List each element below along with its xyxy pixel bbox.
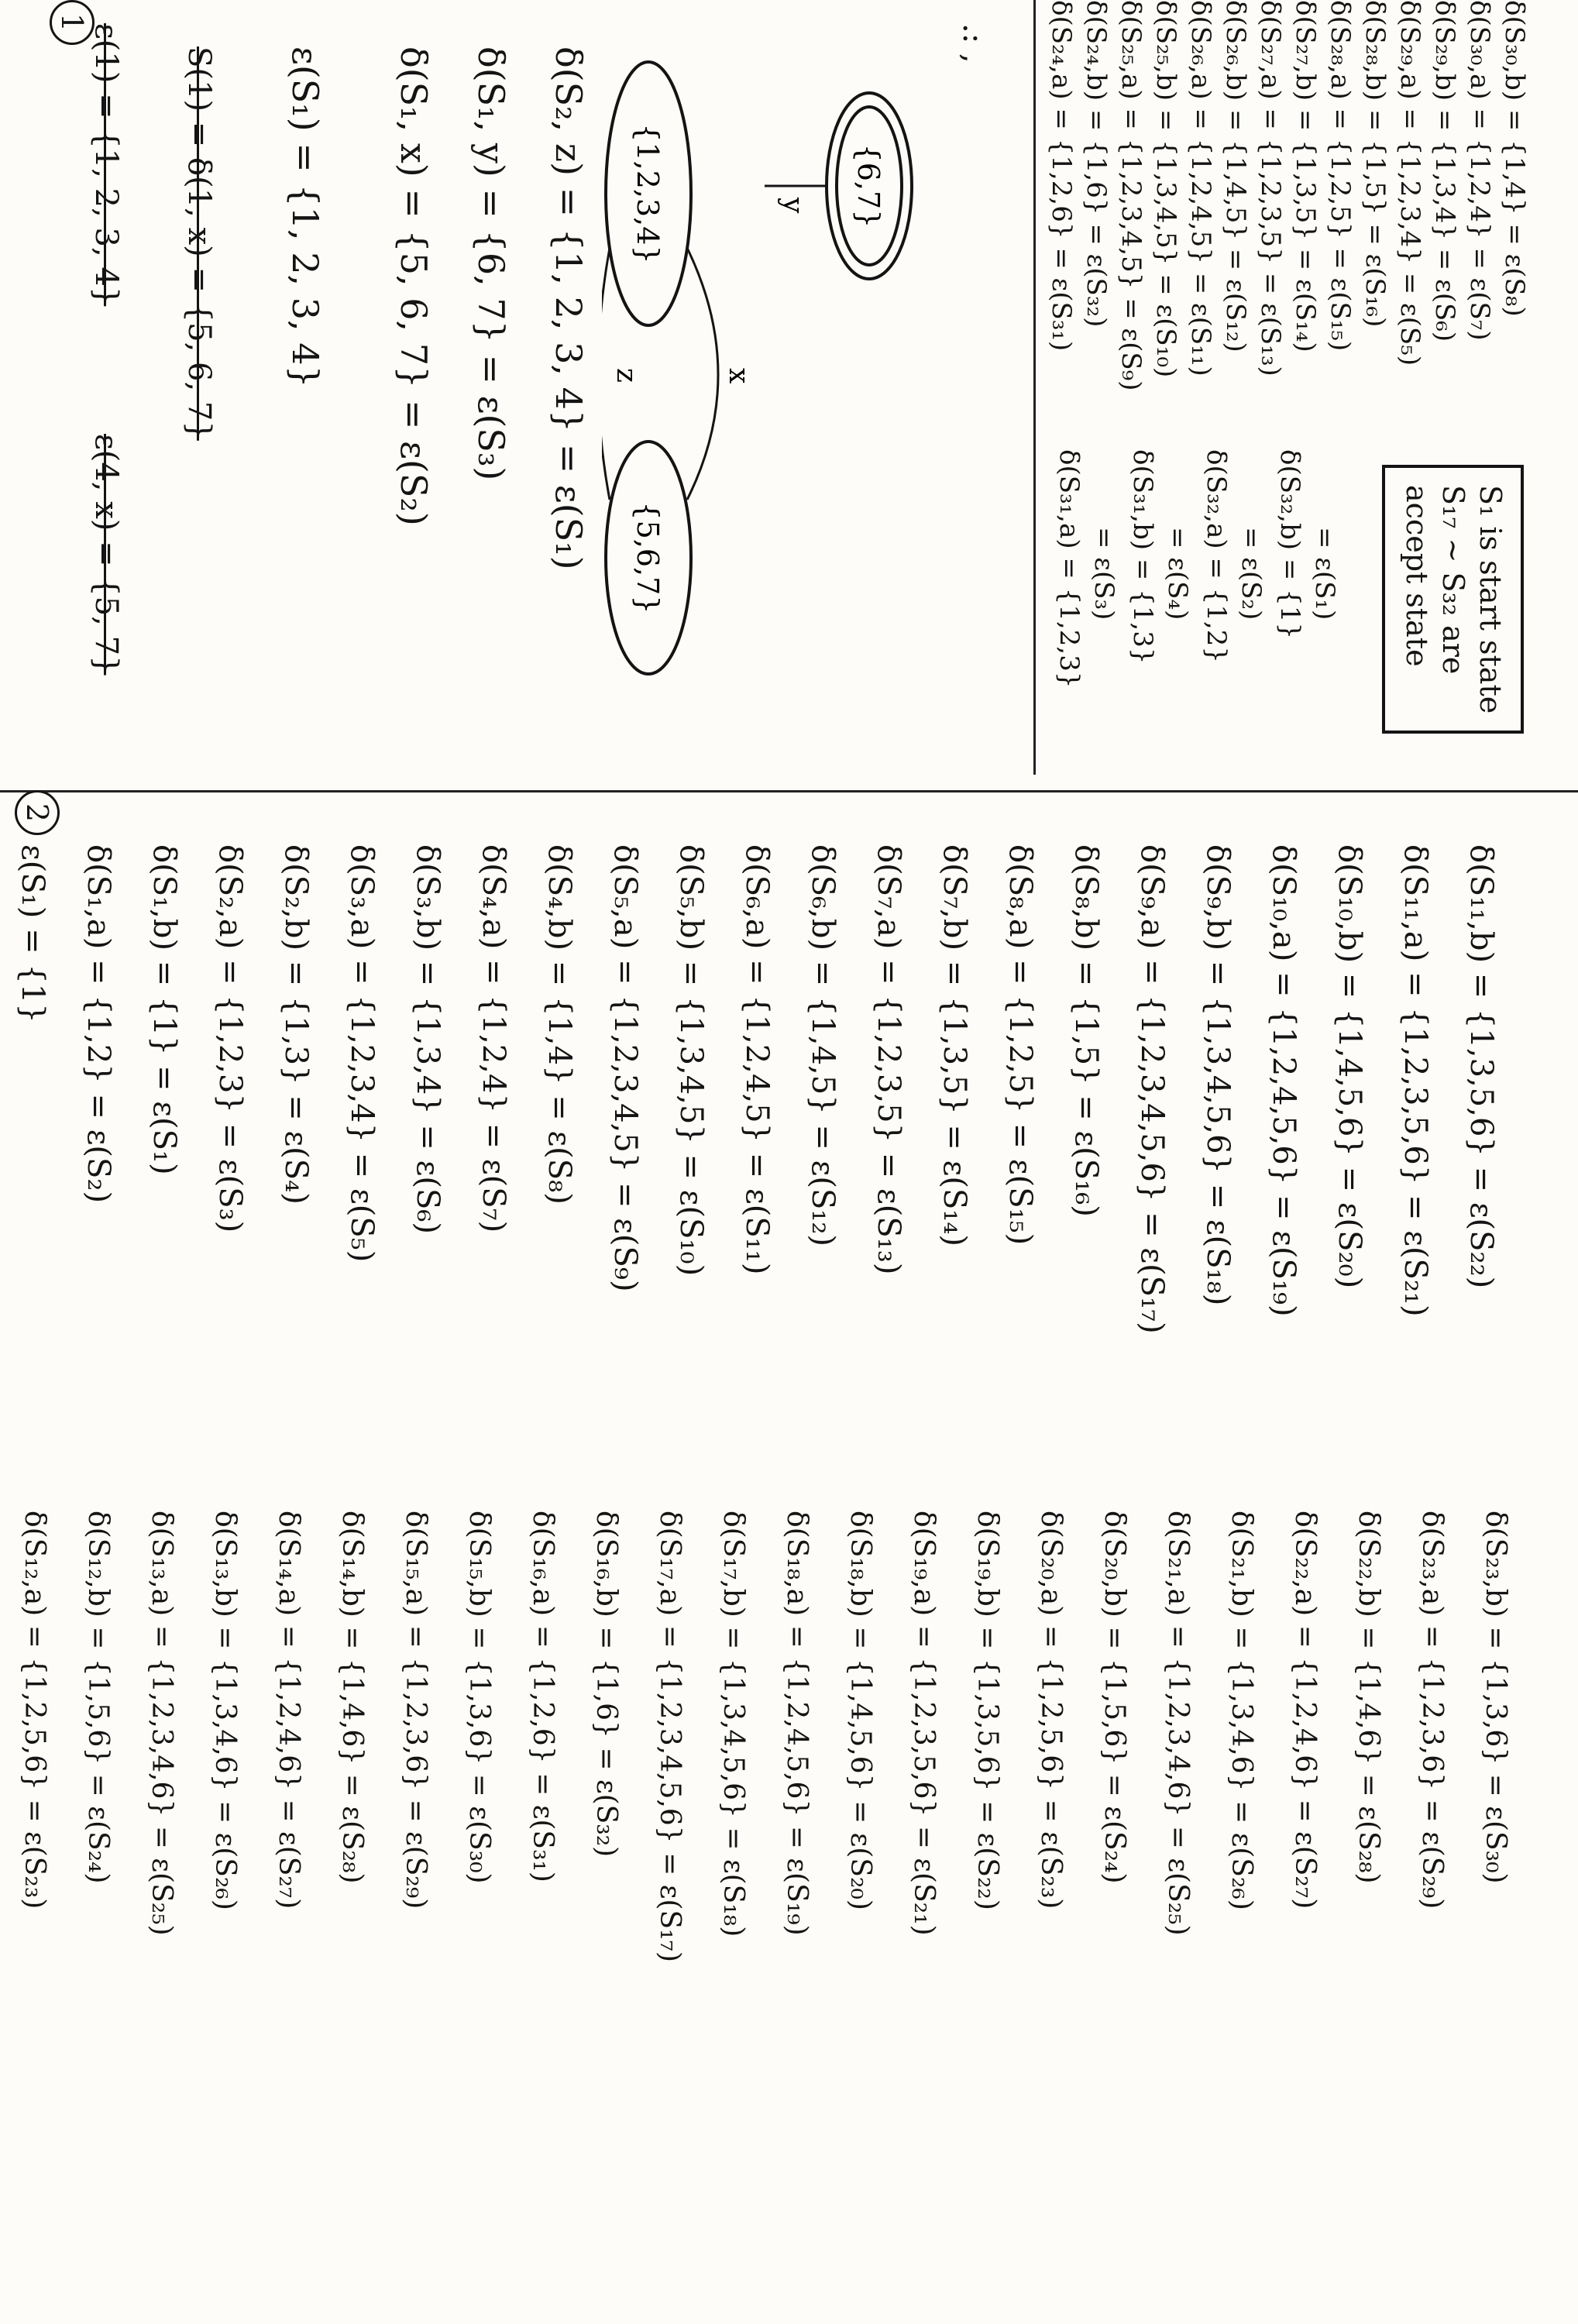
transition-line: δ(S₂₈,a) = {1,2,5} = ε(S₁₅)	[1325, 0, 1356, 352]
transition-line: δ(S₁₅,a) = {1,2,3,6} = ε(S₂₉)	[400, 1511, 431, 1910]
stray-marks: .: ,	[956, 23, 992, 64]
transition-line: δ(S₁₈,a) = {1,2,4,5,6} = ε(S₁₉)	[781, 1511, 813, 1936]
transition-line: δ(S₂₅,b) = {1,3,4,5} = ε(S₁₀)	[1150, 0, 1181, 378]
transition-line: δ(S₂₅,a) = {1,2,3,4,5} = ε(S₉)	[1116, 0, 1147, 391]
state-67	[827, 93, 912, 279]
transition-line: ε(S₁) = {1}	[15, 844, 50, 1023]
transition-line: δ(S₂₉,b) = {1,3,4} = ε(S₆)	[1429, 0, 1460, 342]
section-2-number: 2	[15, 790, 60, 835]
transition-line: δ(S₁₄,b) = {1,4,6} = ε(S₂₈)	[336, 1511, 368, 1884]
transition-line: = ε(S₄)	[1162, 527, 1193, 621]
struck-line-2: ε(4, x) = {5, 7}	[88, 434, 124, 676]
transition-line: δ(S₃₂,b) = {1}	[1274, 449, 1305, 640]
transition-line: δ(S₄,a) = {1,2,4} = ε(S₇)	[476, 844, 511, 1233]
transition-line: δ(S₇,b) = {1,3,5} = ε(S₁₄)	[937, 844, 972, 1247]
note-line: accept state	[1400, 485, 1434, 667]
transition-line: δ(S₉,b) = {1,3,4,5,6} = ε(S₁₈)	[1200, 844, 1236, 1306]
transition-line: δ(S₂₄,a) = {1,2,6} = ε(S₃₁)	[1046, 0, 1077, 352]
transition-line: δ(S₃₁,a) = {1,2,3}	[1054, 449, 1085, 689]
transition-line: δ(S₁₃,a) = {1,2,3,4,6} = ε(S₂₅)	[146, 1511, 177, 1936]
transition-line: δ(S₂₄,b) = {1,6} = ε(S₃₂)	[1081, 0, 1112, 328]
edge-x	[687, 248, 718, 500]
transition-line: δ(S₄,b) = {1,4} = ε(S₈)	[541, 844, 577, 1205]
section-1-number: 1	[50, 0, 95, 45]
transition-line: δ(S₁₄,a) = {1,2,4,6} = ε(S₂₇)	[273, 1511, 304, 1910]
struck-line-1: ε(1) = {1, 2, 3, 4}	[88, 23, 124, 307]
column-divider	[0, 790, 1578, 792]
transition-line: δ(S₂₇,a) = {1,2,3,5} = ε(S₁₃)	[1255, 0, 1286, 376]
transition-line: δ(S₂₆,a) = {1,2,4,5} = ε(S₁₁)	[1185, 0, 1216, 376]
transition-line: δ(S₃₁,b) = {1,3}	[1127, 449, 1158, 665]
transition-line: δ(S₁₃,b) = {1,3,4,6} = ε(S₂₆)	[209, 1511, 241, 1910]
transition-line: δ(S₅,b) = {1,3,4,5} = ε(S₁₀)	[673, 844, 709, 1277]
transition-line: δ(S₃,a) = {1,2,3,4} = ε(S₅)	[344, 844, 380, 1263]
transition-line: δ(S₁₈,b) = {1,4,5,6} = ε(S₂₀)	[844, 1511, 876, 1910]
transition-line: δ(S₁₁,a) = {1,2,3,5,6} = ε(S₂₁)	[1398, 844, 1433, 1317]
eq-delta-s1-y: δ(S₁, y) = {6, 7} = ε(S₃)	[470, 46, 512, 481]
state-567	[606, 442, 691, 674]
note-line: S₁ is start state	[1473, 485, 1508, 714]
transition-line: δ(S₁₅,b) = {1,3,6} = ε(S₃₀)	[463, 1511, 495, 1884]
transition-line: = ε(S₁)	[1309, 527, 1340, 621]
eq-delta-s1-x: δ(S₁, x) = {5, 6, 7} = ε(S₂)	[393, 46, 435, 526]
section-2-column-b	[0, 1511, 1578, 2324]
transition-line: δ(S₃₀,b) = {1,4} = ε(S₈)	[1499, 0, 1530, 317]
transition-line: δ(S₁₂,b) = {1,5,6} = ε(S₂₄)	[82, 1511, 114, 1884]
transition-line: δ(S₁₆,a) = {1,2,6} = ε(S₃₁)	[527, 1511, 559, 1882]
eq-epsilon-s1: ε(S₁) = {1, 2, 3, 4}	[284, 46, 326, 388]
transition-line: δ(S₂₁,a) = {1,2,3,4,6} = ε(S₂₅)	[1162, 1511, 1194, 1936]
transition-line: δ(S₂₃,b) = {1,3,6} = ε(S₃₀)	[1480, 1511, 1511, 1884]
svg-text:{6,7}: {6,7}	[851, 143, 885, 229]
edge-x-label: x	[723, 368, 755, 384]
transition-line: δ(S₃₂,a) = {1,2}	[1201, 449, 1232, 664]
transition-line: δ(S₁₀,a) = {1,2,4,5,6} = ε(S₁₉)	[1266, 844, 1301, 1317]
transition-line: = ε(S₂)	[1236, 527, 1267, 621]
section-2-column-a	[0, 803, 1578, 1495]
note-line: S₁₇ ~ S₃₂ are	[1436, 485, 1471, 675]
section-divider	[1033, 0, 1036, 775]
transition-line: δ(S₂,b) = {1,3} = ε(S₄)	[278, 844, 314, 1205]
transition-line: δ(S₂₀,a) = {1,2,5,6} = ε(S₂₃)	[1035, 1511, 1067, 1910]
transition-line: δ(S₅,a) = {1,2,3,4,5} = ε(S₉)	[607, 844, 643, 1292]
transition-line: δ(S₂₂,b) = {1,4,6} = ε(S₂₈)	[1353, 1511, 1384, 1884]
transition-line: δ(S₈,a) = {1,2,5} = ε(S₁₅)	[1002, 844, 1038, 1246]
transition-line: δ(S₇,a) = {1,2,3,5} = ε(S₁₃)	[871, 844, 906, 1275]
transition-line: δ(S₆,b) = {1,4,5} = ε(S₁₂)	[805, 844, 841, 1247]
edge-y-label: y	[777, 198, 809, 214]
section-1-column	[0, 0, 1578, 775]
transition-line: δ(S₁₂,a) = {1,2,5,6} = ε(S₂₃)	[19, 1511, 50, 1910]
transition-line: δ(S₂₉,a) = {1,2,3,4} = ε(S₅)	[1394, 0, 1425, 366]
state-note-box	[1383, 465, 1525, 734]
svg-text:{5,6,7}: {5,6,7}	[631, 501, 665, 614]
transition-line: δ(S₁₁,b) = {1,3,5,6} = ε(S₂₂)	[1463, 844, 1499, 1289]
transition-line: δ(S₉,a) = {1,2,3,4,5,6} = ε(S₁₇)	[1134, 844, 1170, 1334]
transition-line: δ(S₁,a) = {1,2} = ε(S₂)	[81, 844, 116, 1204]
transition-line: δ(S₂₀,b) = {1,5,6} = ε(S₂₄)	[1098, 1511, 1130, 1884]
accept-state-diagram	[757, 23, 943, 372]
struck-line-3: S(1) = δ(1, x) = {5, 6, 7}	[181, 46, 217, 441]
transition-line: δ(S₂₂,a) = {1,2,4,6} = ε(S₂₇)	[1289, 1511, 1321, 1910]
transition-line: = ε(S₃)	[1088, 527, 1119, 621]
transition-line: δ(S₂₆,b) = {1,4,5} = ε(S₁₂)	[1220, 0, 1251, 352]
edge-z	[602, 248, 610, 500]
edge-z-label: z	[610, 368, 642, 383]
transition-line: δ(S₁₇,a) = {1,2,3,4,5,6} = ε(S₁₇)	[654, 1511, 686, 1963]
transition-line: δ(S₁,b) = {1} = ε(S₁)	[146, 844, 182, 1175]
transition-line: δ(S₂,a) = {1,2,3} = ε(S₃)	[212, 844, 248, 1233]
nfa-diagram	[602, 15, 772, 713]
transition-line: δ(S₂₇,b) = {1,3,5} = ε(S₁₄)	[1290, 0, 1321, 352]
transition-line: δ(S₁₉,b) = {1,3,5,6} = ε(S₂₂)	[971, 1511, 1003, 1910]
transition-line: δ(S₁₀,b) = {1,4,5,6} = ε(S₂₀)	[1332, 844, 1367, 1289]
transition-line: δ(S₂₈,b) = {1,5} = ε(S₁₆)	[1360, 0, 1391, 328]
svg-text:{1,2,3,4}: {1,2,3,4}	[631, 123, 665, 264]
transition-line: δ(S₂₁,b) = {1,3,4,6} = ε(S₂₆)	[1226, 1511, 1257, 1910]
transition-line: δ(S₃,b) = {1,3,4} = ε(S₆)	[410, 844, 445, 1234]
transition-line: δ(S₁₉,a) = {1,2,3,5,6} = ε(S₂₁)	[908, 1511, 940, 1936]
transition-line: δ(S₃₀,a) = {1,2,4} = ε(S₇)	[1464, 0, 1495, 341]
transition-line: δ(S₂₃,a) = {1,2,3,6} = ε(S₂₉)	[1416, 1511, 1448, 1910]
state-1234	[606, 62, 691, 325]
transition-line: δ(S₈,b) = {1,5} = ε(S₁₆)	[1068, 844, 1104, 1217]
transition-line: δ(S₁₆,b) = {1,6} = ε(S₃₂)	[590, 1511, 622, 1858]
transition-line: δ(S₆,a) = {1,2,4,5} = ε(S₁₁)	[739, 844, 775, 1275]
transition-line: δ(S₁₇,b) = {1,3,4,5,6} = ε(S₁₈)	[717, 1511, 749, 1937]
eq-delta-s2-z: δ(S₂, z) = {1, 2, 3, 4} = ε(S₁)	[548, 46, 590, 570]
